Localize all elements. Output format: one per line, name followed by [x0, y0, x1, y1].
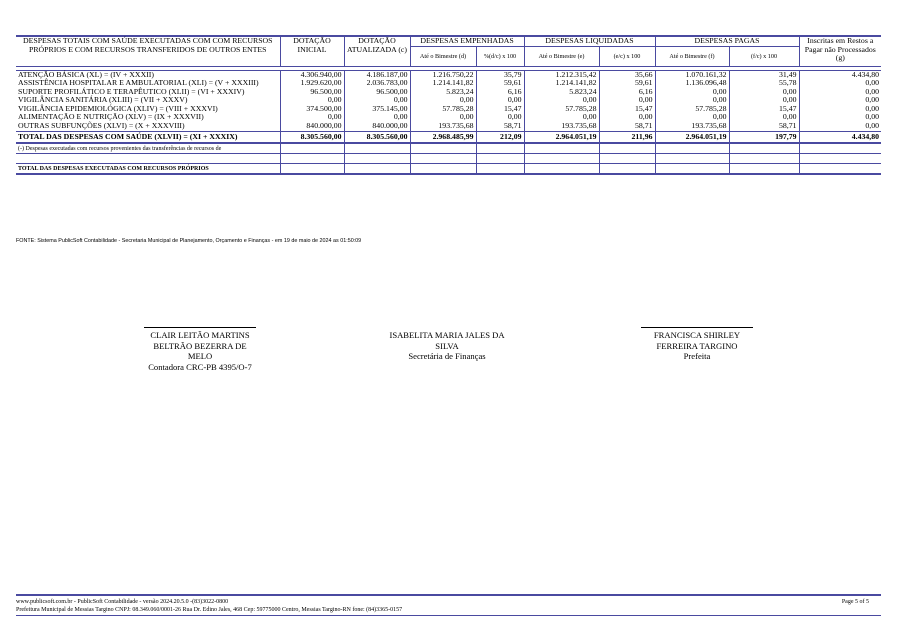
cell-dotacao-atualizada: 0,00 [344, 113, 410, 122]
group-pagas-header: DESPESAS PAGAS [655, 36, 799, 46]
col-dotacao-atualizada-header: DOTAÇÃO ATUALIZADA (c) [344, 36, 410, 66]
row-label: VIGILÂNCIA EPIDEMIOLÓGICA (XLIV) = (VIII + XXXVI) [16, 105, 280, 114]
total-pagas: 2.964.051,19 [655, 131, 729, 143]
sub-emp-pct-header: %(d/c) x 100 [476, 46, 524, 66]
total-dotacao-atualizada: 8.305.560,00 [344, 131, 410, 143]
cell-pagas: 0,00 [655, 88, 729, 97]
cell-pagas-pct: 31,49 [729, 70, 799, 79]
cell-empenhadas-pct: 59,61 [476, 79, 524, 88]
signature-text: CLAIR LEITÃO MARTINS [150, 330, 250, 340]
signature-line [641, 327, 753, 328]
cell-pagas-pct: 15,47 [729, 105, 799, 114]
cell-restos: 0,00 [865, 103, 880, 113]
cell-restos: 0,00 [865, 121, 880, 131]
signature-text: Secretária de Finanças [408, 351, 486, 361]
sub-liq-ate-header: Até o Bimestre (e) [524, 46, 599, 66]
cell-empenhadas-pct: 0,00 [476, 113, 524, 122]
total-restos: 4.434,80 [799, 131, 881, 143]
row-label: SUPORTE PROFILÁTICO E TERAPÊUTICO (XLII) = (VI + XXXIV) [16, 88, 280, 97]
sub-pag-ate-header: Até o Bimestre (f) [655, 46, 729, 66]
cell-liquidadas-pct: 15,47 [599, 105, 655, 114]
deduction-row [16, 143, 881, 154]
cell-restos: 0,00 [865, 86, 880, 96]
total-label: TOTAL DAS DESPESAS COM SAÚDE (XLVII) = (XI + XXXIX) [16, 131, 280, 143]
cell-liquidadas: 1.214.141,82 [524, 79, 599, 88]
cell-dotacao-atualizada: 4.186.187,00 [344, 70, 410, 79]
cell-liquidadas-pct: 6,16 [599, 88, 655, 97]
source-note: FONTE: Sistema PublicSoft Contabilidade - Secretaria Municipal de Planejamento, Orçamento e Finanças - em 19 de maio de 2024 as 01:50:09 [16, 238, 362, 244]
cell-pagas: 0,00 [655, 113, 729, 122]
signature-text: ISABELITA MARIA JALES DA [389, 330, 505, 340]
col-restos-header: Inscritas em Restos a Pagar não Processados (g) [804, 36, 876, 62]
cell-empenhadas: 1.214.141,82 [410, 79, 476, 88]
signature-mayor [612, 327, 782, 362]
cell-pagas-pct: 55,78 [729, 79, 799, 88]
row-label: OUTRAS SUBFUNÇÕES (XLVI) = (X + XXXVIII) [16, 122, 280, 131]
cell-restos: 0,00 [865, 78, 880, 88]
cell-pagas: 193.735,68 [655, 122, 729, 131]
report-table-container [16, 35, 881, 175]
cell-empenhadas: 1.216.750,22 [410, 70, 476, 79]
cell-pagas: 1.136.096,48 [655, 79, 729, 88]
cell-liquidadas: 1.212.315,42 [524, 70, 599, 79]
signature-text: BELTRÃO BEZERRA DE [153, 340, 247, 351]
cell-restos: 4.434,80 [851, 69, 880, 79]
cell-liquidadas: 57.785,28 [524, 105, 599, 114]
sub-pag-pct-header: (f/c) x 100 [729, 46, 799, 66]
cell-dotacao-inicial: 96.500,00 [280, 88, 344, 97]
cell-liquidadas: 0,00 [524, 96, 599, 105]
cell-dotacao-atualizada: 375.145,00 [344, 105, 410, 114]
col-dotacao-inicial-header: DOTAÇÃO INICIAL [280, 36, 344, 66]
cell-dotacao-atualizada: 0,00 [344, 96, 410, 105]
footer-line-1: www.publicsoft.com.br - PublicSoft Contabilidade - versão 2024.20.5.0 -(83)3022-0800 [16, 599, 229, 605]
cell-dotacao-inicial: 1.929.620,00 [280, 79, 344, 88]
sub-liq-pct-header: (e/c) x 100 [599, 46, 655, 66]
cell-empenhadas-pct: 35,79 [476, 70, 524, 79]
cell-liquidadas-pct: 0,00 [599, 113, 655, 122]
cell-empenhadas: 57.785,28 [410, 105, 476, 114]
header-row [16, 36, 881, 46]
cell-pagas-pct: 0,00 [729, 113, 799, 122]
page-number: Page 5 of 5 [841, 599, 869, 605]
cell-dotacao-atualizada: 96.500,00 [344, 88, 410, 97]
signature-line [391, 327, 503, 328]
cell-dotacao-atualizada: 2.036.783,00 [344, 79, 410, 88]
cell-pagas-pct: 0,00 [729, 88, 799, 97]
cell-pagas: 1.070.161,32 [655, 70, 729, 79]
cell-pagas: 57.785,28 [655, 105, 729, 114]
cell-dotacao-atualizada: 840.000,00 [344, 122, 410, 131]
row-label: ASSISTÊNCIA HOSPITALAR E AMBULATORIAL (XLI) = (V + XXXIII) [16, 79, 280, 88]
signature-text: SILVA [435, 340, 459, 351]
cell-liquidadas-pct: 58,71 [599, 122, 655, 131]
signature-finance-secretary [362, 327, 532, 362]
cell-empenhadas-pct: 58,71 [476, 122, 524, 131]
signature-accountant [115, 327, 285, 372]
cell-pagas-pct: 0,00 [729, 96, 799, 105]
cell-empenhadas: 0,00 [410, 96, 476, 105]
cell-liquidadas: 193.735,68 [524, 122, 599, 131]
page-footer [16, 594, 881, 616]
cell-liquidadas-pct: 35,66 [599, 70, 655, 79]
cell-pagas-pct: 58,71 [729, 122, 799, 131]
total-liquidadas: 2.964.051,19 [524, 131, 599, 143]
exec-total-row [16, 164, 881, 175]
blank-row [16, 154, 881, 164]
signature-line [144, 327, 256, 328]
cell-pagas: 0,00 [655, 96, 729, 105]
cell-empenhadas: 5.823,24 [410, 88, 476, 97]
cell-empenhadas: 0,00 [410, 113, 476, 122]
total-row [16, 131, 881, 143]
row-label: ATENÇÃO BÁSICA (XL) = (IV + XXXII) [16, 70, 280, 79]
sub-emp-ate-header: Até o Bimestre (d) [410, 46, 476, 66]
cell-empenhadas-pct: 6,16 [476, 88, 524, 97]
signature-text: Contadora CRC-PB 4395/O-7 [148, 361, 252, 372]
signature-text: FRANCISCA SHIRLEY [653, 330, 741, 340]
cell-dotacao-inicial: 4.306.940,00 [280, 70, 344, 79]
group-empenhadas-header: DESPESAS EMPENHADAS [410, 36, 524, 46]
total-dotacao-inicial: 8.305.560,00 [280, 131, 344, 143]
table-row [16, 122, 881, 131]
footer-line-2: Prefeitura Municipal de Messias Targino CNPJ: 08.349.060/0001-26 Rua Dr. Edino Jales, 468 Cep: 59775000 Centro, Messias Targino-RN fone: (84)3365-0157 [16, 607, 881, 616]
cell-dotacao-inicial: 0,00 [280, 113, 344, 122]
cell-liquidadas: 5.823,24 [524, 88, 599, 97]
row-label: VIGILÂNCIA SANITÁRIA (XLIII) = (VII + XXXV) [16, 96, 280, 105]
cell-liquidadas-pct: 0,00 [599, 96, 655, 105]
signature-text: MELO [187, 351, 213, 361]
cell-empenhadas-pct: 0,00 [476, 96, 524, 105]
total-liquidadas-pct: 211,96 [599, 131, 655, 143]
col-description-header: DESPESAS TOTAIS COM SAÚDE EXECUTADAS COM COM RECURSOS PRÓPRIOS E COM RECURSOS TRANSFERIDOS DE OUTROS ENTES [16, 36, 280, 66]
exec-total-label: TOTAL DAS DESPESAS EXECUTADAS COM RECURSOS PRÓPRIOS [16, 164, 280, 175]
cell-dotacao-inicial: 0,00 [280, 96, 344, 105]
cell-liquidadas-pct: 59,61 [599, 79, 655, 88]
group-liquidadas-header: DESPESAS LIQUIDADAS [524, 36, 655, 46]
cell-liquidadas: 0,00 [524, 113, 599, 122]
total-pagas-pct: 197,79 [729, 131, 799, 143]
row-label: ALIMENTAÇÃO E NUTRIÇÃO (XLV) = (IX + XXXVII) [16, 113, 280, 122]
total-empenhadas-pct: 212,09 [476, 131, 524, 143]
deduction-label: (-) Despesas executadas com recursos provenientes das transferências de recursos de [16, 143, 280, 154]
cell-dotacao-inicial: 840.000,00 [280, 122, 344, 131]
cell-empenhadas-pct: 15,47 [476, 105, 524, 114]
signature-text: Prefeita [683, 351, 711, 361]
cell-restos: 0,00 [865, 112, 880, 122]
cell-empenhadas: 193.735,68 [410, 122, 476, 131]
health-expenses-table [16, 35, 881, 175]
cell-dotacao-inicial: 374.500,00 [280, 105, 344, 114]
signature-text: FERREIRA TARGINO [656, 340, 738, 351]
cell-restos: 0,00 [865, 95, 880, 105]
total-empenhadas: 2.968.485,99 [410, 131, 476, 143]
